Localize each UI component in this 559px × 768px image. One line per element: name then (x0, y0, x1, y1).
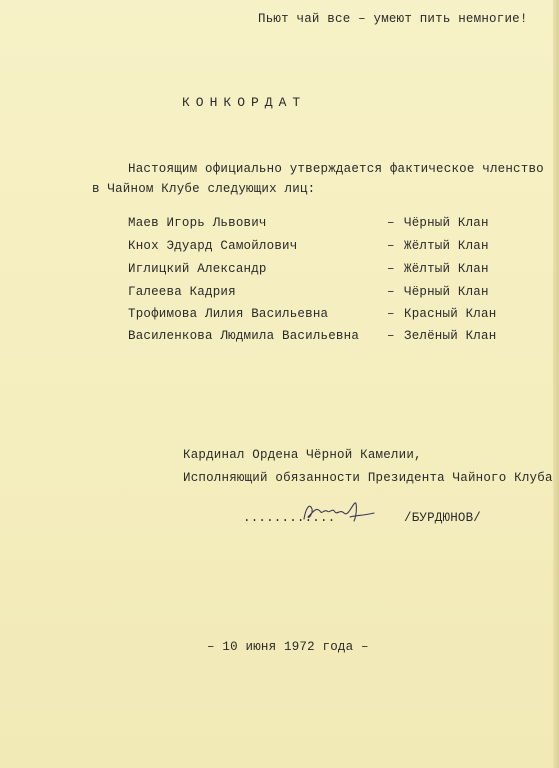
member-dash: – (387, 329, 395, 343)
member-clan: Красный Клан (404, 307, 497, 321)
member-dash: – (387, 285, 395, 299)
member-name: Трофимова Лилия Васильевна (128, 307, 329, 321)
signatory-name: /БУРДЮНОВ/ (404, 511, 482, 525)
member-clan: Жёлтый Клан (404, 262, 489, 276)
signatory-title: Кардинал Ордена Чёрной Камелии, (183, 448, 422, 462)
member-clan: Чёрный Клан (404, 285, 489, 299)
signatory-role: Исполняющий обязанности Президента Чайного Клуба (183, 471, 553, 485)
member-name: Кнох Эдуард Самойлович (128, 239, 298, 253)
paper-edge (553, 0, 559, 768)
member-dash: – (387, 239, 395, 253)
signature-dots: ............ (243, 511, 336, 525)
epigraph: Пьют чай все – умеют пить немногие! (258, 12, 528, 26)
member-clan: Зелёный Клан (404, 329, 497, 343)
member-dash: – (387, 262, 395, 276)
intro-line-1: Настоящим официально утверждается фактическое членство (128, 162, 544, 176)
member-name: Галеева Кадрия (128, 285, 236, 299)
member-dash: – (387, 216, 395, 230)
member-clan: Чёрный Клан (404, 216, 489, 230)
document-date: – 10 июня 1972 года – (207, 640, 369, 654)
member-name: Иглицкий Александр (128, 262, 267, 276)
handwritten-signature (300, 497, 380, 527)
intro-line-2: в Чайном Клубе следующих лиц: (92, 182, 316, 196)
document-title: КОНКОРДАТ (182, 95, 307, 110)
member-name: Василенкова Людмила Васильевна (128, 329, 360, 343)
member-dash: – (387, 307, 395, 321)
member-clan: Жёлтый Клан (404, 239, 489, 253)
member-name: Маев Игорь Львович (128, 216, 267, 230)
